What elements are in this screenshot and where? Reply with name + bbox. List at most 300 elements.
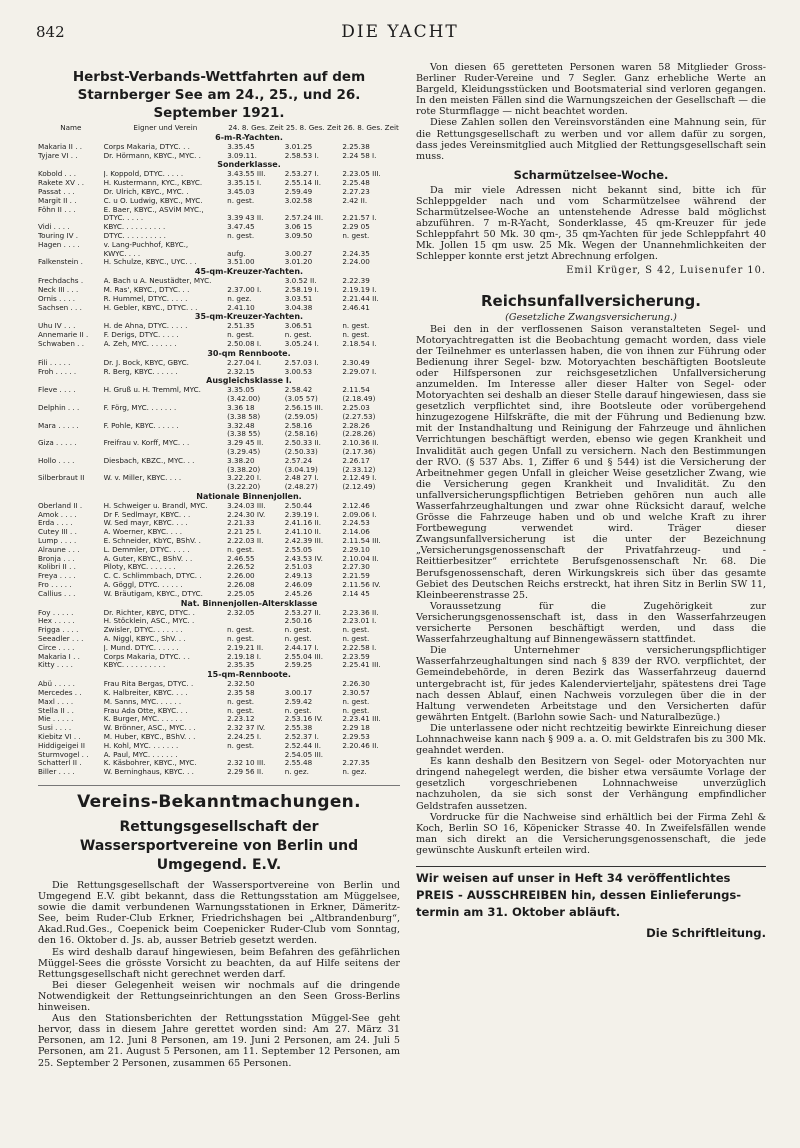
class-heading: 6-m-R-Yachten. [215, 132, 283, 142]
time-day2: 3.01.20 [284, 258, 313, 267]
page-number: 842 [36, 23, 65, 41]
table-row [38, 286, 400, 295]
table-row [38, 609, 400, 618]
boat-name: Erda . . . . [38, 519, 73, 528]
time-day3: n. gest. [342, 635, 370, 644]
time-day2: 2.45.26 [284, 589, 313, 598]
time-day2: 2.44.17 I. [284, 643, 319, 652]
time-day2 [285, 241, 343, 250]
time-day3: 2.27.23 [342, 187, 370, 196]
time-day3: 2.29.07 I. [342, 367, 377, 376]
table-row [38, 359, 400, 368]
time-day1: 2.51.35 [227, 322, 255, 331]
table-row [38, 474, 400, 483]
time-day3: (2.27.53) [342, 412, 376, 421]
table-row [38, 635, 400, 644]
boat-name: Freya . . . . [38, 572, 76, 581]
time-day1: 2.21 25 I. [227, 528, 262, 537]
time-day1: 3.09.11. [227, 151, 257, 160]
owner-club: F. Derigs, DTYC. . . . . [103, 331, 179, 340]
time-day3: 2.23.59 [342, 652, 370, 661]
time-day3: 2.26.17 [342, 456, 370, 465]
scharm-text: Da mir viele Adressen nicht bekannt sind, bitte ich für Schleppgelder nach und vom Scharmützelsee während der Scharmützelsee-Woche an untenstehende Adresse bald möglichst abzuführen. 7 m-R-Yacht, Sonderklasse, 45 qm-Kreuzer für jede Schleppfahrt 50 Mk. 30 qm-, 35 qm-Yachten für jede Schleppfahrt 40 Mk. Jollen 15 qm usw. 25 Mk. Wegen der Unannehmlichkeiten der Schlepper konnte erst jetzt Abrechnung erfolgen. [416, 184, 766, 263]
time-day1: 2.25.05 [227, 589, 255, 598]
time-day2: n. gest. [284, 635, 312, 644]
time-day3: (2.28.26) [342, 430, 376, 439]
time-day1: 3.39 43 II. [227, 214, 264, 223]
boat-name: Hagen . . . . [38, 240, 80, 249]
time-day3: 2.14.06 [342, 528, 370, 537]
time-day3: n. gest. [342, 231, 370, 240]
time-day1: n. gest. [227, 196, 255, 205]
owner-club: C. C. Schlimmbach, DTYC. . [103, 572, 202, 581]
table-row [38, 537, 400, 546]
time-day3: 2.18.54 I. [342, 339, 377, 348]
table-row [38, 502, 400, 511]
time-day3: 2.12.46 [342, 501, 370, 510]
owner-club: A. Paul, MYC. . . . . . . [103, 750, 178, 759]
time-day2: (3.04.19) [284, 465, 318, 474]
table-row [38, 590, 400, 599]
boat-name: Fili . . . . . [38, 358, 71, 367]
time-day3: 2.30.57 [342, 689, 370, 698]
time-day2: 3.00.27 [284, 249, 313, 258]
time-day1: n. gest. [227, 697, 255, 706]
class-results [38, 680, 400, 777]
time-day3: 2.25.41 III. [342, 661, 381, 670]
reichs-paragraph: Die Unternehmer versicherungspflichtiger Wasserfahrzeughaltungen sind nach § 839 der RVO. verpflichtet, der Gemeindebehörde, in deren Bezirk das Wasserfahrzeug dauernd untergebracht ist, für jedes Kalendervierteljahr, spätestens drei Tage nach dessen Ablauf, einen Nachweis vorzulegen über die in der Haltung verwendeten Arbeitstage und den Versicherten dafür gewährten Entgelt. (Barlohn sowie Sach- und Naturalbezüge.) [416, 645, 766, 723]
time-day1: 3.38.20 [227, 456, 255, 465]
time-day1: 3.36 18 [227, 403, 255, 412]
time-day1: 3.22.20 I. [227, 474, 262, 483]
col-day3-header: 26. 8. Ges. Zeit [343, 124, 399, 132]
boat-name: Hiddigeigei II [38, 741, 86, 750]
time-day2: 2.58.53 I. [284, 151, 319, 160]
time-day1: (3.22.20) [227, 483, 261, 492]
time-day3: 2.19.19 I. [342, 285, 377, 294]
class-heading: Sonderklasse. [217, 160, 281, 170]
boat-name: Silberbraut II [38, 474, 85, 483]
time-day1: 2.19.18 I. [227, 652, 262, 661]
owner-club: R. Hummel, DTYC. . . . . [103, 294, 188, 303]
time-day2: 2.46.09 [284, 581, 313, 590]
time-day3: 2.25.03 [342, 403, 370, 412]
time-day3: 2.10.36 II. [342, 439, 379, 448]
time-day1 [227, 751, 285, 760]
col-name-header: Name [60, 124, 82, 132]
time-day3: 2.25.38 [342, 142, 370, 151]
time-day3: 2.29 18 [342, 724, 370, 733]
time-day2: (2.48.27) [284, 483, 318, 492]
table-row [38, 395, 400, 404]
time-day3: 2.11.54 III. [342, 537, 381, 546]
table-row [38, 581, 400, 590]
time-day2: 2.50.44 [284, 501, 313, 510]
owner-club: A. Zeh, MYC. . . . . . . [103, 339, 177, 348]
boat-name: Ornis . . . . [38, 294, 76, 303]
time-day3: 2.23.41 III. [342, 715, 381, 724]
time-day2: 2.57.24 III. [284, 214, 324, 223]
owner-club: M. Sanns, MYC. . . . . . [103, 697, 182, 706]
right-column [416, 62, 766, 942]
time-day1: 2.24.30 IV. [227, 510, 266, 519]
owner-club: W. Sed mayr, KBYC. . . . [103, 519, 188, 528]
boat-name: Froh . . . . . [38, 367, 77, 376]
time-day1: 2.24.25 I. [227, 733, 262, 742]
vereins-paragraph: Es wird deshalb darauf hingewiesen, beim Befahren des gefährlichen Müggel-Sees die grösste Vorsicht zu beachten, da auf Hilfe seitens der Rettungsgesellschaft nicht gerechnet werden darf. [38, 946, 400, 980]
time-day3: n. gest. [342, 706, 370, 715]
table-row [38, 546, 400, 555]
time-day2: 3.00.17 [284, 689, 313, 698]
table-row [38, 742, 400, 751]
time-day3: 2.42 II. [342, 196, 368, 205]
reichs-paragraph: Bei den in der verflossenen Saison veranstalteten Segel- und Motoryachtregatten ist die Beobachtung gemacht worden, dass viele der Teilnehmer es unterlassen haben, die von ihnen zur Führung oder Bedienung ihrer Segel- bzw. Motoryachten beschäftigten Bootsleute oder Hilfspersonen zur reichsgesetzlichen Unfallversicherung anzumelden. Im Interesse aller dieser Halter von Segel- oder Motoryachten sei deshalb an dieser Stelle darauf hingewiesen, dass sie gesetzlich verpflichtet sind, ihre Bootsleute oder vorübergehend hinzugezogene Hilfskräfte, die mit der Führung und Bedienung bzw. mit der Instandhaltung und Reinigung der Fahrzeuge und ähnlichen Verrichtungen beschäftigt werden, ebenso wie gegen Krankheit und Invalidität auch gegen Unfall zu versichern. Nach den Bestimmungen der RVO. (§ 537 Abs. 1, Ziffer 6 und § 544) ist die Versicherung der Arbeitnehmer gegen Unfall in gleicher Weise gesetzlicher Zwang, wie die Versicherung gegen Krankheit und Invalidität. Zu den unfallversicherungspflichtigen Betrieben gehören nun auch alle Wasserfahrzeughaltungen und zwar ohne Rücksicht darauf, welche Grösse die Fahrzeuge haben und ob und welche Kraft zu ihrer Fortbewegung verwendet wird. Träger dieser Zwangsunfallversicherung ist die unter der Bezeichnung „Versicherungsgenossenschaft der Privatfahrzeug- und -Reittierbesitzer“ errichtete Berufsgenossenschaft Nr. 68. Die Berufsgenossenschaft, deren Wirkungskreis sich über das gesamte Gebiet des Deutschen Reichs erstreckt, hat ihren Sitz in Berlin SW 11, Kleinbeerenstrasse 25. [416, 323, 766, 601]
time-day3: 2.23.05 III. [342, 170, 381, 179]
time-day2: 2.59.42 [284, 697, 313, 706]
time-day3: (2.18.49) [342, 395, 376, 404]
time-day1: 3.32.48 [227, 421, 255, 430]
time-day3: 2.21.44 II. [342, 294, 379, 303]
owner-club: H. de Ahna, DTYC. . . . . [103, 322, 188, 331]
time-day2: 2.54.05 III. [284, 750, 324, 759]
owner-club: F. Pohle, KBYC. . . . . . [103, 421, 179, 430]
time-day3: 2.24.53 [342, 519, 370, 528]
time-day3: 2.21.59 [342, 572, 370, 581]
boat-name: Fro . . . . . [38, 581, 72, 590]
table-row [38, 626, 400, 635]
owner-club: H. Stöcklein, ASC., MYC. . [103, 617, 195, 626]
boat-name: Hex . . . . . [38, 617, 75, 626]
time-day2: 3.06.51 [284, 322, 313, 331]
table-row [38, 733, 400, 742]
owner-club: KWYC. . . . [103, 249, 141, 258]
time-day2: 2.52.44 II. [284, 741, 321, 750]
table-row [38, 368, 400, 377]
table-row [38, 759, 400, 768]
table-row [38, 422, 400, 431]
boat-name: Rakete XV . . [38, 179, 85, 188]
results-header [38, 124, 400, 133]
announcement-line: Wir weisen auf unser in Heft 34 veröffentlichtes [416, 871, 731, 885]
owner-club: Dr. Richter, KBYC, DTYC. . [103, 608, 195, 617]
time-day1: aufg. [227, 249, 246, 258]
boat-name: Makaria II . . [38, 142, 83, 151]
time-day3: (2.12.49) [342, 483, 376, 492]
boat-name: Hollo . . . . [38, 456, 75, 465]
time-day2: 2.58.16 [284, 421, 313, 430]
boat-name: Oberland II . [38, 501, 83, 510]
boat-name: Lump . . . . [38, 537, 77, 546]
time-day3: 2.24.35 [342, 249, 370, 258]
time-day1: 2.23.12 [227, 715, 255, 724]
class-results [38, 609, 400, 671]
table-row [38, 258, 400, 267]
time-day2: 2.55.05 [284, 545, 313, 554]
owner-club: Diesbach, KBZC., MYC. . . [103, 456, 195, 465]
time-day1 [227, 206, 285, 215]
owner-club [104, 413, 228, 422]
owner-club: F. Förg, MYC. . . . . . . [103, 403, 177, 412]
table-row [38, 563, 400, 572]
time-day2: 3.01.25 [284, 142, 313, 151]
time-day2: (3.05 57) [284, 395, 318, 404]
boat-name [38, 250, 104, 259]
owner-club: Piloty, KBYC. . . . . . . [103, 563, 176, 572]
time-day2: (2.50.33) [284, 447, 318, 456]
time-day3: (2.33.12) [342, 465, 376, 474]
boat-name: Stella II . . [38, 706, 74, 715]
owner-club: Frau Ada Otte, KBYC. . . [103, 706, 188, 715]
time-day3: 2.23.36 II. [342, 608, 379, 617]
boat-name: Callius . . . [38, 589, 76, 598]
time-day2: 2.53.27 II. [284, 608, 321, 617]
time-day1: 2.26.00 [227, 572, 255, 581]
class-heading: 30-qm Rennboote. [207, 348, 291, 358]
time-day3: 2.14 45 [342, 589, 370, 598]
boat-name: Annemarie II . [38, 331, 89, 340]
time-day2: 3.0.52 II. [284, 277, 317, 286]
time-day3 [342, 751, 400, 760]
time-day1: (3.29.45) [227, 447, 261, 456]
time-day1: n. gest. [227, 231, 255, 240]
owner-club: Dr. Ulrich, KBYC., MYC. . [103, 187, 189, 196]
table-row [38, 707, 400, 716]
class-results [38, 359, 400, 377]
table-row [38, 724, 400, 733]
owner-club: W. v. Miller, KBYC. . . . [103, 474, 182, 483]
time-day2: 2.51.03 [284, 563, 313, 572]
boat-name: Uhu IV . . . [38, 322, 76, 331]
announcement-box [416, 866, 766, 942]
owner-club: E. Baer, KBYC., ASViM MYC., [103, 205, 204, 214]
time-day1: 2.19.21 II. [227, 643, 264, 652]
time-day2: 2.55.48 [284, 759, 313, 768]
time-day1: (3.38 55) [227, 430, 261, 439]
boat-name: Alraune . . . [38, 545, 80, 554]
time-day1: 2.32 37 IV. [227, 724, 266, 733]
owner-club: KBYC. . . . . . . . . . [103, 223, 166, 232]
table-row [38, 751, 400, 760]
time-day1: 2.35.35 [227, 661, 255, 670]
time-day1: n. gez. [227, 294, 252, 303]
scharm-signature: Emil Krüger, S 42, Luisenufer 10. [566, 264, 766, 276]
owner-club: J. Mund. DTYC. . . . . . [103, 643, 179, 652]
scharm-heading: Scharmützelsee-Woche. [513, 167, 669, 182]
time-day1: n. gest. [227, 635, 255, 644]
time-day1: 2.32.05 [227, 608, 255, 617]
time-day1: n. gest. [227, 741, 255, 750]
table-row [38, 413, 400, 422]
boat-name: Vidi . . . . [38, 223, 70, 232]
journal-title: DIE YACHT [341, 22, 459, 42]
owner-club [104, 466, 228, 475]
time-day2: 3.06 15 [284, 223, 313, 232]
class-results [38, 170, 400, 267]
regatta-title: Herbst-Verbands-Wettfahrten auf dem Starnberger See am 24., 25., und 26. September 1921. [72, 69, 366, 121]
table-row [38, 439, 400, 448]
divider [38, 785, 400, 786]
time-day1 [227, 617, 285, 626]
reichs-subheading: (Gesetzliche Zwangsversicherung.) [505, 311, 677, 323]
boat-name: Passat . . . [38, 187, 75, 196]
time-day1: 2.27.04 I. [227, 358, 262, 367]
owner-club: M. Ras', KBYC., DTYC. . . [103, 285, 190, 294]
boat-name: Touring IV . [38, 231, 79, 240]
table-row [38, 206, 400, 215]
time-day2: 2.41.10 II. [284, 528, 322, 537]
class-results [38, 502, 400, 599]
time-day3: 2.27.35 [342, 759, 370, 768]
owner-club [104, 448, 228, 457]
table-row [38, 331, 400, 340]
time-day2: (2.58.16) [284, 430, 318, 439]
table-row [38, 295, 400, 304]
class-heading: Nationale Binnenjollen. [196, 491, 302, 501]
time-day1: 3.35.05 [227, 386, 255, 395]
table-row [38, 661, 400, 670]
table-row [38, 179, 400, 188]
time-day2: 2.55.14 II. [284, 179, 321, 188]
table-row [38, 653, 400, 662]
boat-name: Föhn II . . . [38, 205, 76, 214]
vereins-paragraph: Von diesen 65 geretteten Personen waren 58 Mitglieder Gross-Berliner Ruder-Vereine und 7 Segler. Ganz erhebliche Werte an Bargeld, Kleidungsstücken und Bootsmaterial sind verloren gegangen. In den meisten Fällen sind die Warnungszeichen der Gesellschaft — die rote Sturmflagge — nicht beachtet worden. [416, 62, 766, 118]
table-row [38, 555, 400, 564]
time-day2: n. gest. [284, 626, 312, 635]
table-row [38, 689, 400, 698]
time-day1: 2.21.33 [227, 519, 255, 528]
time-day2: 2.55.38 [284, 724, 313, 733]
owner-club [104, 395, 228, 404]
table-row [38, 572, 400, 581]
owner-club: M. Huber, KBYC., BShV. . . [103, 733, 196, 742]
results-table [38, 133, 400, 777]
time-day2: 3.02.58 [284, 196, 313, 205]
table-row [38, 214, 400, 223]
owner-club: Frau Rita Bergas, DTYC. . [103, 680, 194, 689]
time-day2: 2.58.42 [284, 386, 313, 395]
vereins-paragraph: Diese Zahlen sollen den Vereinsvorständen eine Mahnung sein, für die Rettungsgesellschaft zu werben und vor allem dafür zu sorgen, dass jedes Vereinsmitglied auch Mitglied der Rettungsgesellschaft sein muss. [416, 117, 766, 162]
time-day3: 2.26.30 [342, 680, 370, 689]
boat-name: Mie . . . . . [38, 715, 74, 724]
vereins-paragraph: Die Rettungsgesellschaft der Wassersportvereine von Berlin und Umgegend E.V. gibt bekannt, dass die Rettungsstation am Müggelsee, sowie die damit verbundenen Warnungsstationen in Erkner, Dämeritz-See, beim Ruder-Club Erkner, Friedrichshagen bei „Altbrandenburg“, Akad.Rud.Ges., Coepenick beim Coepenicker Ruder-Club vom Sonntag, den 16. Oktober d. Js. ab, ausser Betrieb gesetzt werden. [38, 880, 400, 947]
time-day1: (3.42.00) [227, 395, 261, 404]
time-day3: 2.24 58 I. [342, 151, 377, 160]
table-row [38, 188, 400, 197]
time-day2: 2.39.19 I. [284, 510, 319, 519]
table-row [38, 448, 400, 457]
time-day1: 2.46.55 [227, 554, 255, 563]
time-day3: (2.17.36) [342, 447, 376, 456]
boat-name: Frechdachs . [38, 277, 84, 286]
owner-club: K. Halbreiter, KBYC. . . . [103, 689, 188, 698]
owner-club: C. u O. Ludwig, KBYC., MYC. [103, 196, 203, 205]
time-day2: 2.41.16 II. [284, 519, 322, 528]
table-row [38, 466, 400, 475]
time-day1: 2.29 56 II. [227, 768, 264, 777]
time-day1: 2.41.10 [227, 303, 255, 312]
time-day3: 2.11.56 IV. [342, 581, 381, 590]
rettung-heading: Rettungsgesellschaft der Wassersportvereine von Berlin und Umgegend. E.V. [79, 819, 359, 873]
owner-club: Zwisler, DTYC. . . . . . . [103, 626, 183, 635]
owner-club: W. Brönner, ASC., MYC. . . [103, 724, 196, 733]
table-row [38, 768, 400, 777]
boat-name: Falkenstein . [38, 258, 83, 267]
boat-name: Schwaben . . [38, 339, 85, 348]
time-day3: 2.22.39 [342, 277, 370, 286]
time-day2: n. gest. [284, 706, 312, 715]
reichs-heading: Reichsunfallversicherung. [480, 291, 701, 310]
boat-name: Bronja . . . [38, 554, 75, 563]
reichs-paragraph: Die unterlassene oder nicht rechtzeitig bewirkte Einreichung dieser Lohnnachweise kann nach § 909 a. a. O. mit Geldstrafen bis zu 300 Mk. geahndet werden. [416, 722, 766, 757]
owner-club: H. Schweiger u. Brandl, MYC. [103, 501, 208, 510]
owner-club: H. Gruß u. H. Tremml, MYC. [103, 386, 201, 395]
boat-name: Mara . . . . . [38, 421, 79, 430]
time-day3: n. gest. [342, 331, 370, 340]
class-results [38, 386, 400, 492]
time-day1: 3.45.03 [227, 187, 255, 196]
boat-name [38, 413, 104, 422]
time-day3: 2.27.30 [342, 563, 370, 572]
owner-club: DTYC. . . . . [103, 214, 144, 223]
time-day1: 3.51.00 [227, 258, 255, 267]
time-day1: n. gest. [227, 545, 255, 554]
table-row [38, 143, 400, 152]
time-day1: n. gest. [227, 626, 255, 635]
owner-club: A. Göggl, DTYC. . . . . . [103, 581, 183, 590]
table-row [38, 386, 400, 395]
time-day1: 3.35.45 [227, 142, 255, 151]
time-day3: 2.29 05 [342, 223, 370, 232]
boat-name [38, 214, 104, 223]
time-day1: n. gest. [227, 706, 255, 715]
owner-club: Dr. J. Bock, KBYC, GBYC. [103, 358, 189, 367]
time-day3: 2.46.41 [342, 303, 370, 312]
time-day3: n. gez. [342, 768, 367, 777]
owner-club: A. Niggl, KBYC., ShV. . . [103, 635, 186, 644]
time-day1: n. gest. [227, 331, 255, 340]
boat-name [38, 430, 104, 439]
boat-name: Frigga . . . . [38, 626, 79, 635]
time-day2: 2.53.27 I. [284, 170, 319, 179]
time-day3: 2.21.57 I. [342, 214, 377, 223]
time-day2: 3.00.53 [284, 367, 313, 376]
table-row [38, 715, 400, 724]
boat-name: Sturmvogel . . [38, 750, 89, 759]
time-day2: 2.57.24 [284, 456, 313, 465]
time-day2: (2.59.05) [284, 412, 318, 421]
owner-club: K. Burger, MYC. . . . . . [103, 715, 183, 724]
owner-club: H. Gebler, KBYC., DTYC. . . [103, 303, 198, 312]
time-day2: 3.09.50 [284, 231, 313, 240]
col-day1-header: 24. 8. Ges. Zeit [228, 124, 284, 132]
table-row [38, 197, 400, 206]
time-day1 [227, 277, 285, 286]
table-row [38, 617, 400, 626]
owner-club: Dr. Hörmann, KBYC., MYC. . [103, 151, 201, 160]
time-day3: 2.28.26 [342, 421, 370, 430]
boat-name: Cutey III . . [38, 528, 77, 537]
time-day3 [342, 241, 400, 250]
table-row [38, 241, 400, 250]
owner-club: H. Kohl, MYC. . . . . . . [103, 741, 179, 750]
boat-name: Sachsen . . . [38, 303, 82, 312]
time-day1: 2.32.50 [227, 680, 255, 689]
left-column [38, 62, 400, 1069]
boat-name: Biller . . . . [38, 768, 75, 777]
owner-club: A. Guter, KBYC., BShV. . . [103, 554, 193, 563]
announcement-line: PREIS - AUSSCHREIBEN hin, dessen Einlieferungs- [416, 888, 742, 902]
time-day1 [227, 241, 285, 250]
